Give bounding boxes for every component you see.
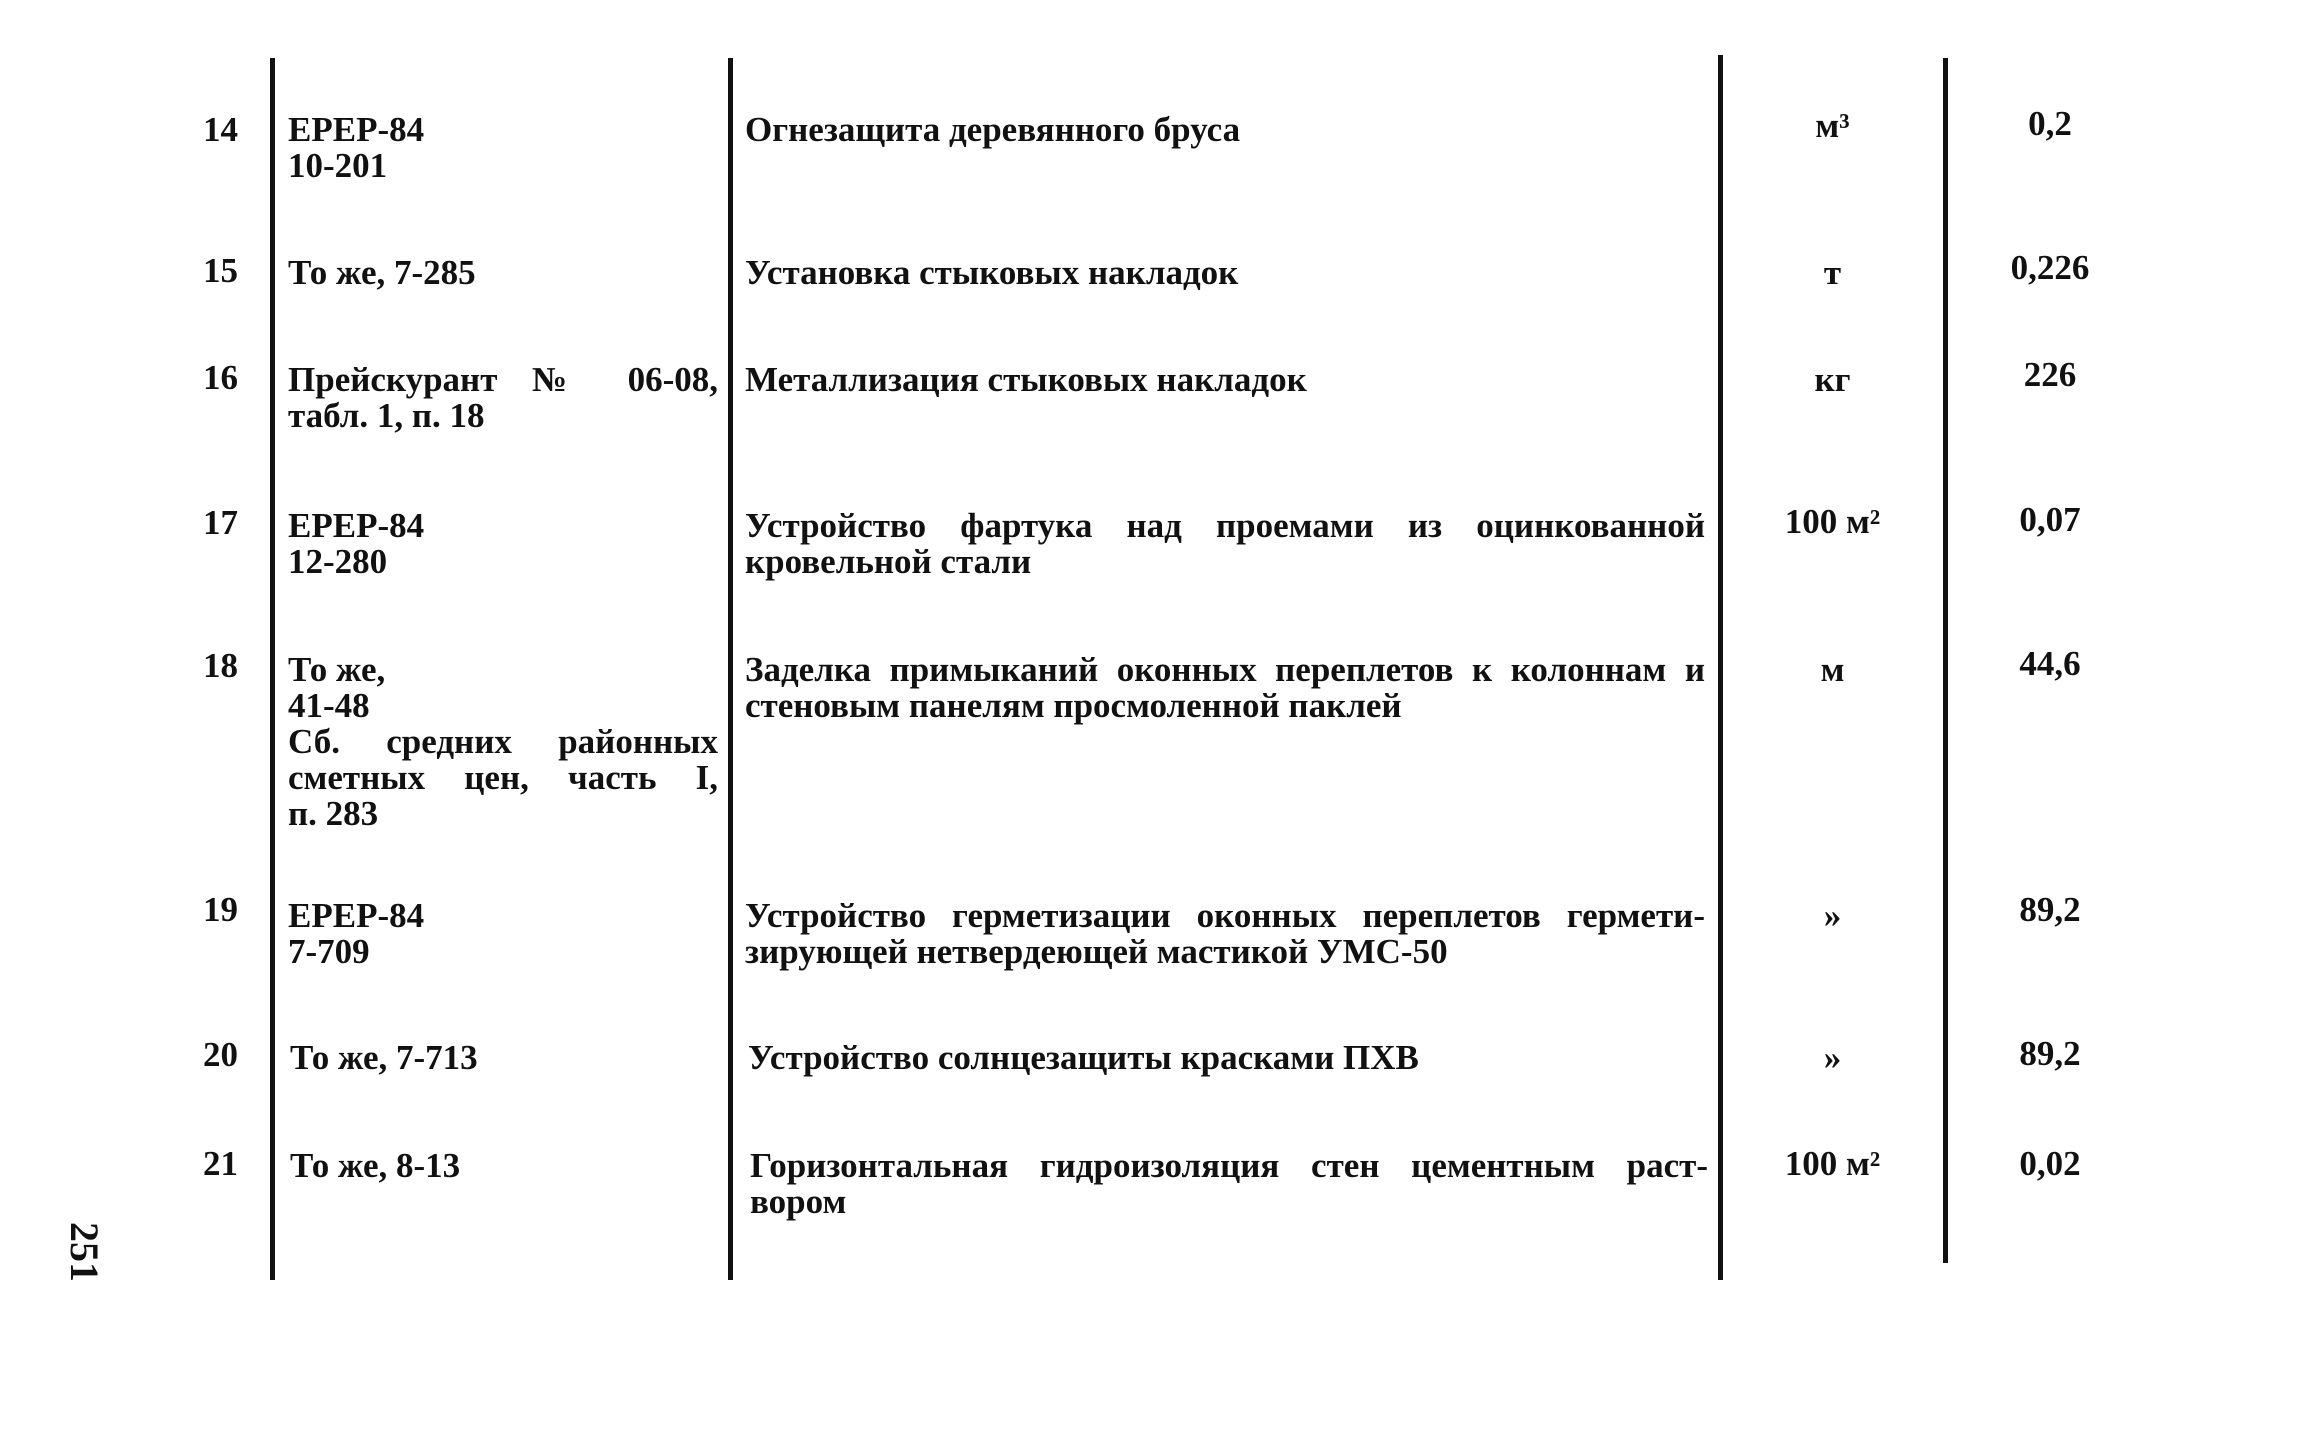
row-unit: м³	[1815, 106, 1850, 145]
row-number: 20	[203, 1035, 238, 1074]
row-number: 14	[203, 110, 238, 149]
ref-line: ЕРЕР-84	[288, 896, 425, 935]
column-rule-2	[728, 58, 733, 1280]
row-unit: »	[1823, 896, 1842, 935]
row-reference	[288, 652, 718, 832]
row-reference	[290, 1040, 478, 1076]
row-quantity: 0,02	[2019, 1144, 2081, 1183]
row-reference	[288, 898, 424, 970]
desc-line: зирующей нетвердеющей мастикой УМС-50	[745, 932, 1448, 971]
row-quantity: 89,2	[2019, 890, 2081, 929]
desc-line: стеновым панелям просмоленной паклей	[745, 686, 1402, 725]
row-description	[748, 1040, 1419, 1076]
row-description	[745, 508, 1705, 580]
row-reference	[290, 1148, 460, 1184]
row-unit: м	[1820, 650, 1845, 689]
desc-line: Устройство фартука над проемами из оцинкованной	[745, 506, 1705, 545]
row-description	[745, 362, 1307, 398]
row-unit: »	[1823, 1038, 1842, 1077]
row-unit: 100 м²	[1784, 1144, 1881, 1183]
row-number: 21	[203, 1144, 238, 1183]
ref-line: п. 283	[288, 794, 379, 833]
row-reference	[288, 112, 424, 184]
column-rule-1	[270, 58, 275, 1280]
row-description	[745, 112, 1240, 148]
column-rule-4	[1943, 58, 1948, 1263]
desc-line: Установка стыковых накладок	[745, 253, 1239, 292]
desc-line: кровельной стали	[745, 542, 1032, 581]
row-number: 16	[203, 358, 238, 397]
page-number: 251	[62, 1222, 107, 1282]
desc-line: Огнезащита деревянного бруса	[745, 110, 1241, 149]
ref-line: То же,	[288, 650, 386, 689]
row-quantity: 0,07	[2019, 500, 2081, 539]
row-description	[750, 1148, 1708, 1220]
row-number: 19	[203, 890, 238, 929]
ref-line: 41-48	[288, 686, 370, 725]
ref-line: ЕРЕР-84	[288, 506, 425, 545]
row-reference	[288, 255, 476, 291]
desc-line: Устройство солнцезащиты красками ПХВ	[748, 1038, 1419, 1077]
row-unit: т	[1823, 253, 1842, 292]
row-reference	[288, 362, 718, 434]
ref-line: То же, 7-285	[288, 253, 476, 292]
ref-line: То же, 7-713	[290, 1038, 478, 1077]
column-rule-3	[1718, 55, 1723, 1280]
ref-line: сметных цен, часть I,	[288, 758, 718, 797]
row-unit: кг	[1814, 360, 1851, 399]
row-quantity: 226	[2023, 355, 2077, 394]
row-description	[745, 652, 1705, 724]
row-unit: 100 м²	[1784, 502, 1881, 541]
row-reference	[288, 508, 424, 580]
ref-line: Прейскурант № 06-08,	[288, 360, 718, 399]
row-quantity: 0,2	[2028, 104, 2072, 143]
ref-line: 10-201	[288, 146, 388, 185]
ref-line: табл. 1, п. 18	[288, 396, 485, 435]
ref-line: 7-709	[288, 932, 370, 971]
ref-line: Сб. средних районных	[288, 722, 718, 761]
desc-line: Устройство герметизации оконных переплетов гермети-	[745, 896, 1705, 935]
row-quantity: 89,2	[2019, 1034, 2081, 1073]
desc-line: Горизонтальная гидроизоляция стен цементным раст-	[750, 1146, 1708, 1185]
row-number: 15	[203, 251, 238, 290]
desc-line: вором	[750, 1182, 847, 1221]
row-description	[745, 255, 1238, 291]
row-description	[745, 898, 1705, 970]
desc-line: Заделка примыканий оконных переплетов к колоннам и	[745, 650, 1705, 689]
ref-line: ЕРЕР-84	[288, 110, 425, 149]
row-quantity: 0,226	[2010, 248, 2090, 287]
row-quantity: 44,6	[2019, 644, 2081, 683]
row-number: 17	[203, 503, 238, 542]
ref-line: 12-280	[288, 542, 388, 581]
ref-line: То же, 8-13	[290, 1146, 461, 1185]
desc-line: Металлизация стыковых накладок	[745, 360, 1307, 399]
row-number: 18	[203, 646, 238, 685]
